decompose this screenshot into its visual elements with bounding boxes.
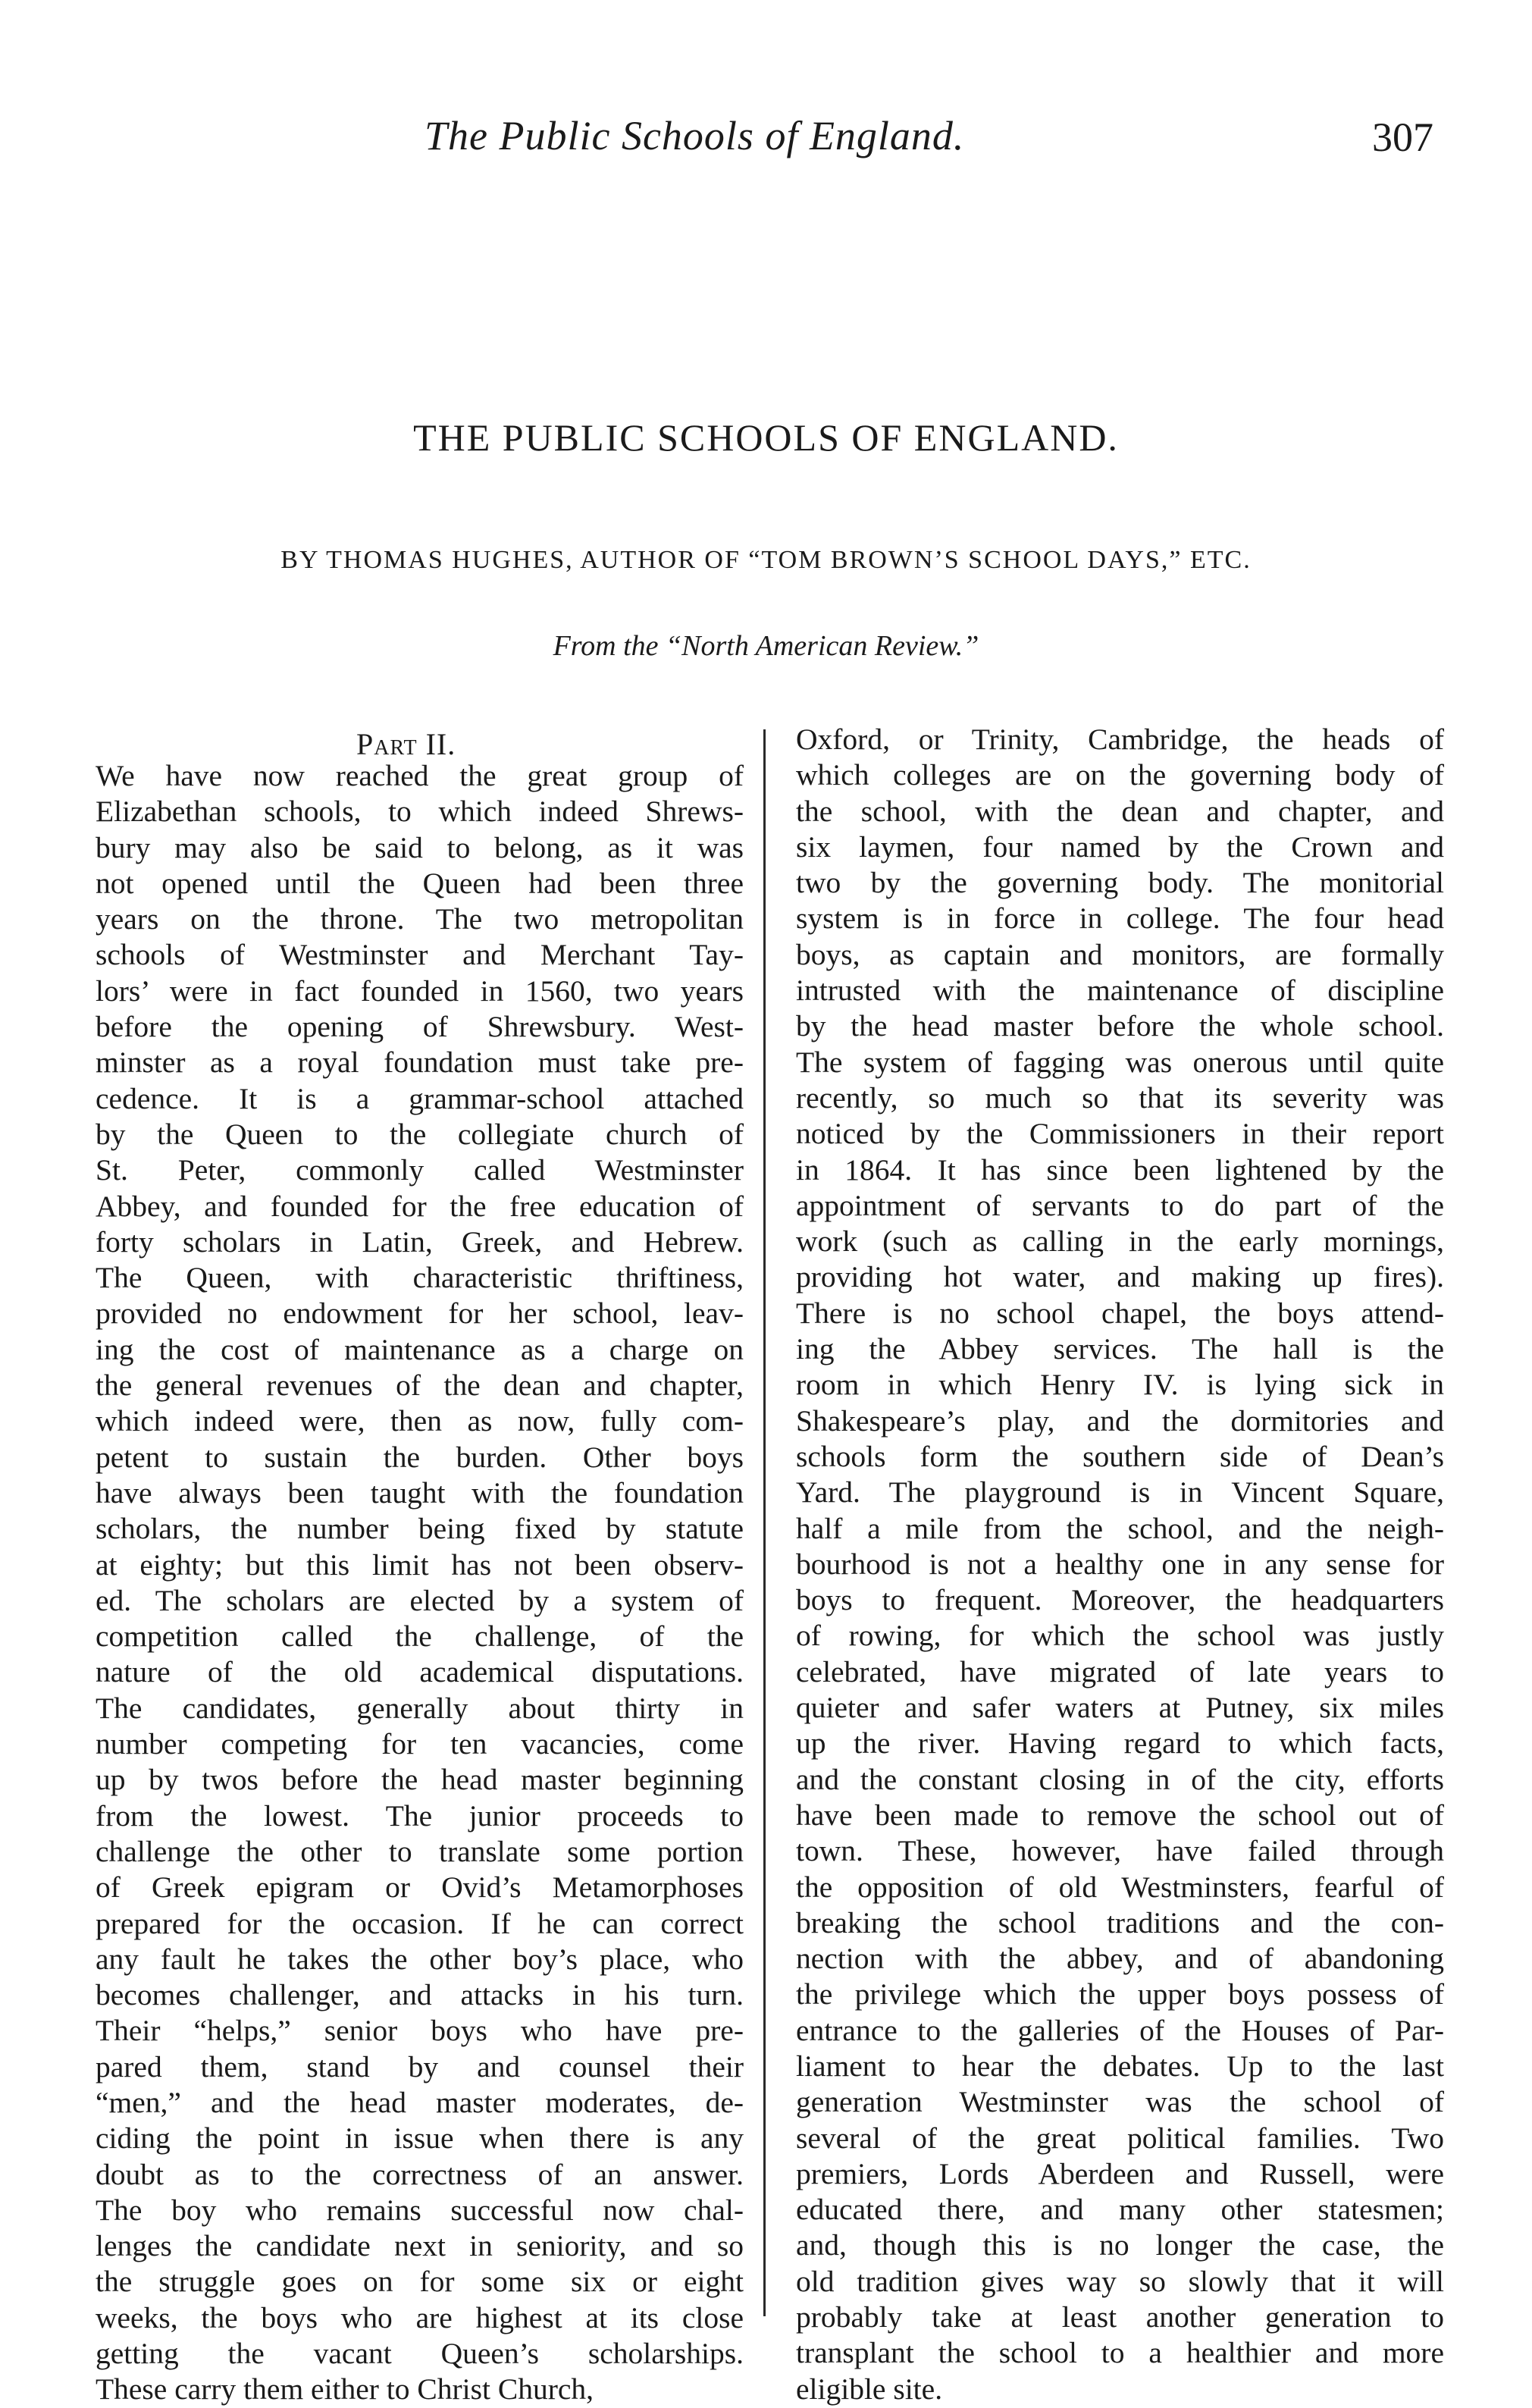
text-line: town. These, however, have failed through	[796, 1834, 1444, 1868]
text-line: There is no school chapel, the boys attend-	[796, 1296, 1444, 1330]
text-line: intrusted with the maintenance of discipline	[796, 974, 1444, 1008]
text-line: We have now reached the great group of	[96, 759, 744, 792]
text-line: from the lowest. The junior proceeds to	[96, 1798, 744, 1833]
text-line: provided no endowment for her school, leav-	[96, 1296, 744, 1331]
running-title: The Public Schools of England.	[425, 113, 965, 158]
column-divider	[763, 729, 766, 2316]
text-line: These carry them either to Christ Church,	[96, 2372, 594, 2406]
text-line: schools form the southern side of Dean’s	[796, 1439, 1444, 1473]
text-line: minster as a royal foundation must take pre-	[96, 1046, 744, 1080]
text-line: Oxford, or Trinity, Cambridge, the heads of	[796, 723, 1444, 756]
text-line: educated there, and many other statesmen;	[796, 2193, 1444, 2227]
text-line: celebrated, have migrated of late years to	[796, 1654, 1444, 1688]
text-line: nection with the abbey, and of abandoning	[796, 1942, 1444, 1976]
text-line: noticed by the Commissioners in their report	[796, 1117, 1444, 1151]
text-line: ciding the point in issue when there is any	[96, 2121, 744, 2156]
part-heading: Part II.	[356, 727, 456, 761]
text-line: number competing for ten vacancies, come	[96, 1727, 744, 1761]
text-line: scholars, the number being fixed by statute	[96, 1512, 744, 1546]
text-line: forty scholars in Latin, Greek, and Hebrew.	[96, 1224, 744, 1259]
text-line: have been made to remove the school out of	[796, 1798, 1444, 1832]
text-line: years on the throne. The two metropolitan	[96, 902, 744, 936]
text-line: and, though this is no longer the case, the	[796, 2228, 1444, 2262]
text-line: ing the cost of maintenance as a charge on	[96, 1332, 744, 1366]
text-line: boys to frequent. Moreover, the headquarters	[796, 1583, 1444, 1617]
text-line: ing the Abbey services. The hall is the	[796, 1332, 1444, 1366]
text-line: boys, as captain and monitors, are formally	[796, 937, 1444, 971]
text-line: Abbey, and founded for the free education of	[96, 1189, 744, 1223]
text-line: the privilege which the upper boys possess of	[796, 1977, 1444, 2011]
text-line: the struggle goes on for some six or eight	[96, 2265, 744, 2299]
text-line: doubt as to the correctness of an answer.	[96, 2157, 744, 2191]
text-line: lors’ were in fact founded in 1560, two years	[96, 974, 744, 1008]
text-line: St. Peter, commonly called Westminster	[96, 1153, 744, 1187]
left-column	[96, 758, 744, 2408]
text-line: “men,” and the head master moderates, de-	[96, 2085, 744, 2119]
text-line: system is in force in college. The four head	[796, 901, 1444, 936]
text-line: entrance to the galleries of the Houses of Par-	[796, 2013, 1444, 2047]
text-line: breaking the school traditions and the con-	[796, 1905, 1444, 1939]
text-line: schools of Westminster and Merchant Tay-	[96, 938, 744, 972]
source-line: From the “North American Review.”	[553, 630, 979, 662]
text-line: challenge the other to translate some portion	[96, 1834, 744, 1868]
text-line: The Queen, with characteristic thriftiness,	[96, 1261, 744, 1295]
text-line: cedence. It is a grammar-school attached	[96, 1081, 744, 1115]
byline: BY THOMAS HUGHES, AUTHOR OF “TOM BROWN’S SCHOOL DAYS,” ETC.	[280, 546, 1252, 574]
text-line: ed. The scholars are elected by a system of	[96, 1583, 744, 1617]
text-line: The candidates, generally about thirty in	[96, 1691, 744, 1725]
text-line: by the Queen to the collegiate church of	[96, 1117, 744, 1151]
text-line: room in which Henry IV. is lying sick in	[796, 1368, 1444, 1402]
text-line: which colleges are on the governing body of	[796, 758, 1444, 792]
text-line: two by the governing body. The monitorial	[796, 866, 1444, 900]
text-line: old tradition gives way so slowly that it will	[796, 2264, 1444, 2298]
text-line: appointment of servants to do part of the	[796, 1188, 1444, 1222]
text-line: half a mile from the school, and the neigh-	[796, 1511, 1444, 1545]
text-line: six laymen, four named by the Crown and	[796, 829, 1444, 864]
text-line: at eighty; but this limit has not been observ-	[96, 1547, 744, 1582]
page-number: 307	[1372, 114, 1433, 160]
text-line: Yard. The playground is in Vincent Square,	[796, 1475, 1444, 1510]
text-line: bourhood is not a healthy one in any sense for	[796, 1547, 1444, 1581]
text-line: probably take at least another generation to	[796, 2300, 1444, 2334]
text-line: Their “helps,” senior boys who have pre-	[96, 2014, 744, 2048]
text-line: by the head master before the whole school.	[796, 1009, 1444, 1043]
text-line: Elizabethan schools, to which indeed Shrews-	[96, 795, 744, 829]
text-line: several of the great political families. Two	[796, 2121, 1444, 2155]
text-line: competition called the challenge, of the	[96, 1619, 744, 1654]
text-line: The boy who remains successful now chal-	[96, 2193, 744, 2227]
text-line: nature of the old academical disputations.	[96, 1655, 744, 1689]
text-line: the opposition of old Westminsters, fearful of	[796, 1870, 1444, 1904]
text-line: of rowing, for which the school was justly	[796, 1619, 1444, 1653]
text-line: up by twos before the head master beginning	[96, 1763, 744, 1797]
text-line: the school, with the dean and chapter, and	[796, 794, 1444, 828]
text-line: weeks, the boys who are highest at its close	[96, 2300, 744, 2334]
text-line: of Greek epigram or Ovid’s Metamorphoses	[96, 1870, 744, 1905]
text-line: prepared for the occasion. If he can correct	[96, 1906, 744, 1940]
text-line: work (such as calling in the early mornings,	[796, 1224, 1444, 1259]
text-line: quieter and safer waters at Putney, six miles	[796, 1691, 1444, 1725]
text-line: not opened until the Queen had been three	[96, 866, 744, 900]
text-line: in 1864. It has since been lightened by the	[796, 1152, 1444, 1187]
text-line: pared them, stand by and counsel their	[96, 2049, 744, 2083]
text-line: generation Westminster was the school of	[796, 2085, 1444, 2119]
text-line: before the opening of Shrewsbury. West-	[96, 1010, 744, 1044]
text-line: transplant the school to a healthier and more	[796, 2336, 1444, 2370]
text-line: Shakespeare’s play, and the dormitories and	[796, 1403, 1444, 1438]
text-line: bury may also be said to belong, as it was	[96, 830, 744, 864]
text-line: liament to hear the debates. Up to the last	[796, 2049, 1444, 2083]
text-line: providing hot water, and making up fires).	[796, 1260, 1444, 1294]
text-line: up the river. Having regard to which facts,	[796, 1726, 1444, 1761]
text-line: recently, so much so that its severity was	[796, 1080, 1444, 1115]
text-line: the general revenues of the dean and chapter,	[96, 1369, 744, 1403]
text-line: becomes challenger, and attacks in his turn.	[96, 1978, 744, 2012]
text-line: petent to sustain the burden. Other boys	[96, 1440, 744, 1474]
text-line: which indeed were, then as now, fully com-	[96, 1404, 744, 1438]
text-line: any fault he takes the other boy’s place, who	[96, 1942, 744, 1976]
text-line: getting the vacant Queen’s scholarships.	[96, 2337, 744, 2371]
text-line: premiers, Lords Aberdeen and Russell, were	[796, 2156, 1444, 2190]
text-line: have always been taught with the foundation	[96, 1475, 744, 1510]
text-line: and the constant closing in of the city, efforts	[796, 1762, 1444, 1796]
right-column	[796, 722, 1444, 2407]
text-line: The system of fagging was onerous until quite	[796, 1045, 1444, 1079]
article-title: THE PUBLIC SCHOOLS OF ENGLAND.	[413, 416, 1119, 459]
text-line: lenges the candidate next in seniority, and so	[96, 2229, 744, 2263]
text-line: eligible site.	[796, 2372, 943, 2406]
